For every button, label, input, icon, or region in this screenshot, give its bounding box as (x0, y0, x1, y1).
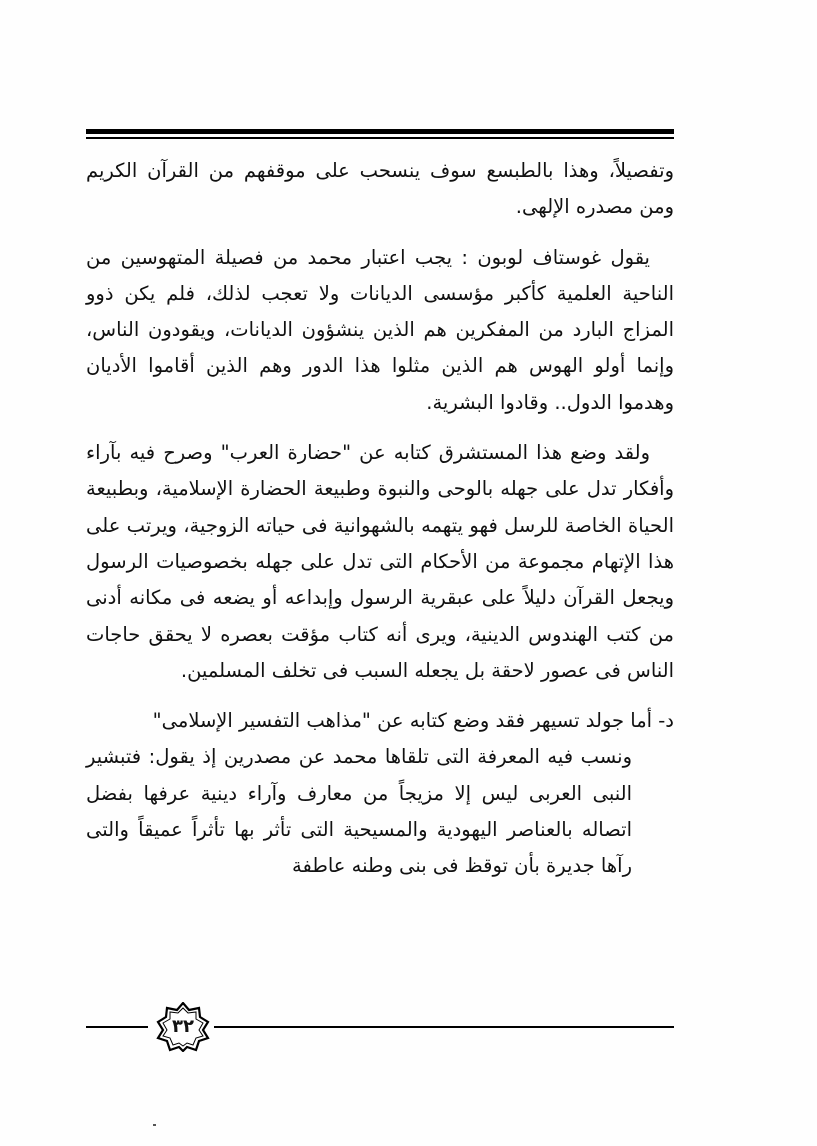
paragraph-lebon-quote (86, 240, 674, 421)
list-item-rest: ونسب فيه المعرفة التى تلقاها محمد عن مصدرين إذ يقول: فتبشير النبى العربى ليس إلا مزيجاً من معارف وآراء دينية عرفها بفضل اتصاله بالعناصر اليهودية والمسيحية التى تأثر بها تأثراً عميقاً والتى رآها جديرة بأن توقظ فى بنى وطنه عاطفة (86, 745, 632, 878)
paragraph-civilization-text: ولقد وضع هذا المستشرق كتابه عن "حضارة العرب" وصرح فيه بآراء وأفكار تدل على جهله بالوحى والنبوة وطبيعة الحضارة الإسلامية، وبطبيعة الحياة الخاصة للرسل فهو يتهمه بالشهوانية فى حياته الزوجية، ويرتب على هذا الإتهام مجموعة من الأحكام التى تدل على جهله بخصوصيات الرسول ويجعل القرآن دليلاً على عبقرية الرسول وإبداعه أو يضعه فى مكانه أدنى من كتب الهندوس الدينية، ويرى أنه كتاب مؤقت بعصره لا يحقق حاجات الناس فى عصور لاحقة بل يجعله السبب فى تخلف المسلمين. (86, 441, 674, 682)
list-item-first-line: د- أما جولد تسيهر فقد وضع كتابه عن "مذاهب التفسير الإسلامى" (152, 709, 674, 733)
paragraph-gap (86, 689, 674, 703)
header-rule-thin (86, 137, 674, 139)
list-item-goldziher (86, 703, 674, 884)
page-number-badge (156, 1002, 210, 1052)
paragraph-civilization-book (86, 435, 674, 689)
paragraph-gap (86, 226, 674, 240)
paragraph-lebon-text: يقول غوستاف لوبون : يجب اعتبار محمد من فصيلة المتهوسين من الناحية العلمية كأكبر مؤسسى الديانات ولا تعجب لذلك، فلم يكن ذوو المزاج البارد من المفكرين هم الذين ينشؤون الديانات، ويقودون الناس، وإنما أولو الهوس هم الذين مثلوا هذا الدور وهم الذين أقاموا الأديان وهدموا الدول.. وقادوا البشرية. (86, 245, 674, 414)
header-rule-thick (86, 129, 674, 134)
footer-rule-right (214, 1026, 674, 1028)
text-body (86, 153, 674, 885)
page-footer (86, 1002, 674, 1052)
scan-speck (153, 1124, 156, 1126)
footer-rule-left (86, 1026, 148, 1028)
paragraph-gap (86, 421, 674, 435)
page-number: ٣٢ (172, 1016, 194, 1037)
paragraph-continuation: وتفصيلاً، وهذا بالطبسع سوف ينسحب على موقفهم من القرآن الكريم ومن مصدره الإلهى. (86, 159, 674, 219)
